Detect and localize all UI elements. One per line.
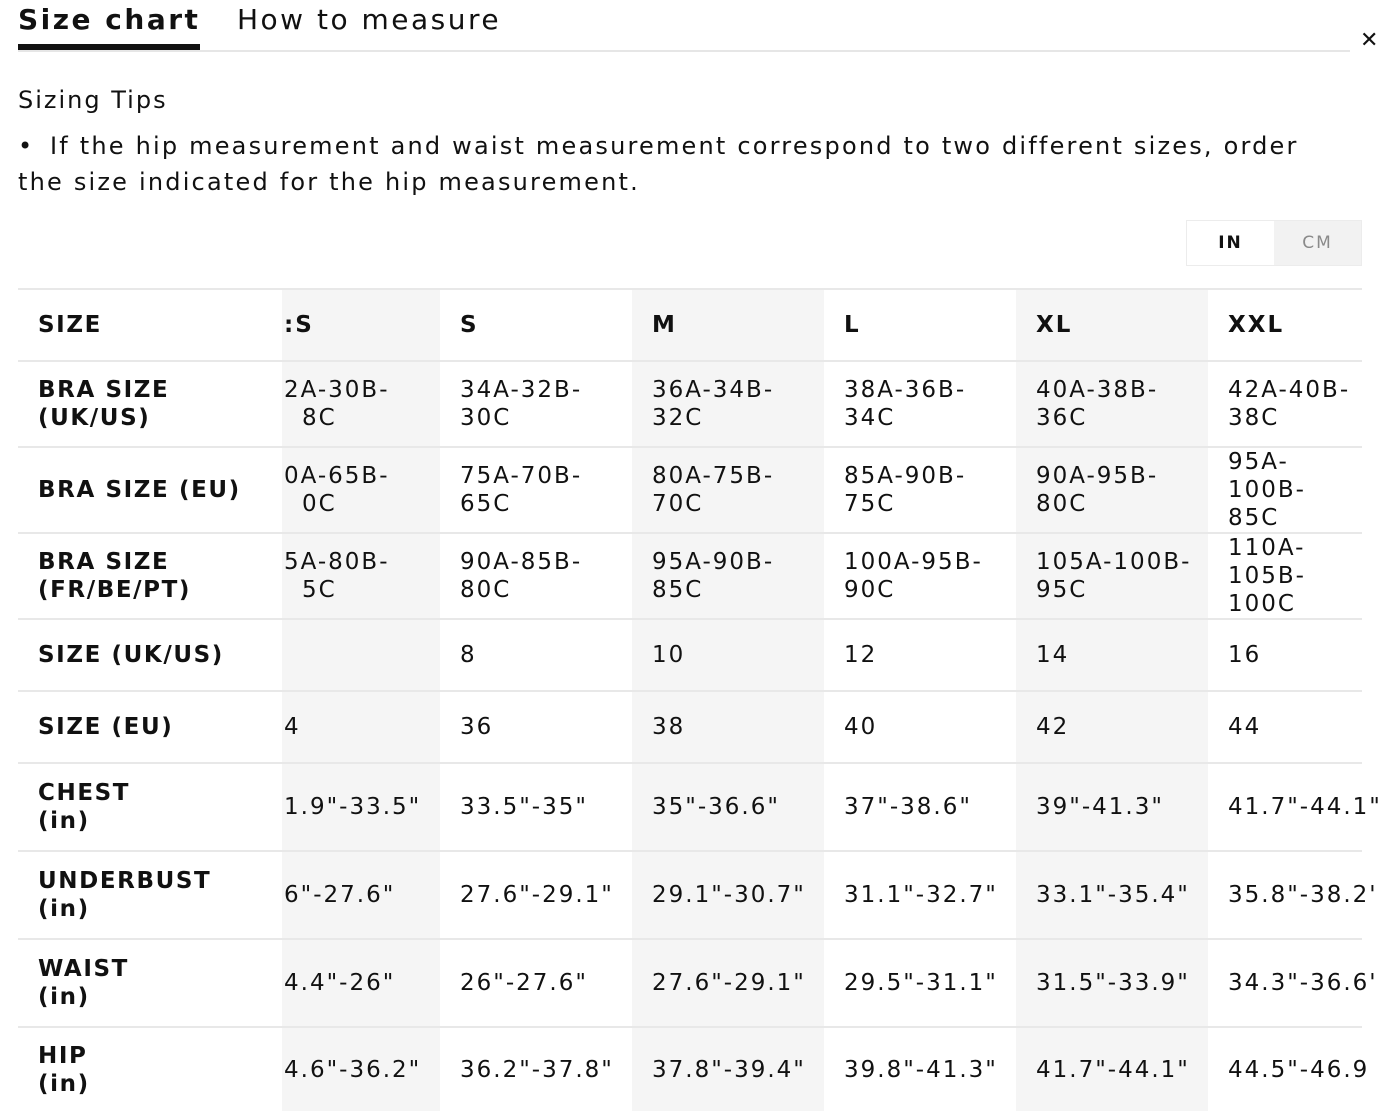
table-row (18, 447, 1362, 533)
row-label: WAIST (in) (18, 939, 282, 1027)
table-cell: 110A-105B- 100C (1208, 533, 1362, 619)
table-cell: 90A-85B- 80C (440, 533, 632, 619)
size-column-header: :S (282, 289, 440, 361)
table-cell: 36 (440, 691, 632, 763)
table-cell (282, 619, 440, 691)
sizing-tip-text: If the hip measurement and waist measurement correspond to two different sizes, order the size indicated for the hip measurement. (18, 132, 1299, 196)
table-cell: 34A-32B- 30C (440, 361, 632, 447)
table-cell: 41.7"-44.1" (1208, 763, 1362, 851)
unit-in-button[interactable]: IN (1187, 221, 1274, 265)
table-cell: 36.2"-37.8" (440, 1027, 632, 1111)
size-table-scroll[interactable] (18, 288, 1382, 1108)
table-cell: 95A-100B- 85C (1208, 447, 1362, 533)
table-cell: 29.5"-31.1" (824, 939, 1016, 1027)
row-label: BRA SIZE (EU) (18, 447, 282, 533)
table-cell: 90A-95B- 80C (1016, 447, 1208, 533)
row-label: UNDERBUST (in) (18, 851, 282, 939)
table-cell: 39.8"-41.3" (824, 1027, 1016, 1111)
table-cell: 44.5"-46.9 (1208, 1027, 1362, 1111)
table-row (18, 533, 1362, 619)
table-cell: 80A-75B- 70C (632, 447, 824, 533)
table-cell: 16 (1208, 619, 1362, 691)
table-cell: 10 (632, 619, 824, 691)
table-cell: 33.1"-35.4" (1016, 851, 1208, 939)
size-column-header: M (632, 289, 824, 361)
table-cell: 34.3"-36.6' (1208, 939, 1362, 1027)
table-cell: 8 (440, 619, 632, 691)
table-row (18, 851, 1362, 939)
table-cell: 4.6"-36.2" (282, 1027, 440, 1111)
unit-toggle (1186, 220, 1362, 266)
table-cell: 27.6"-29.1" (632, 939, 824, 1027)
table-cell: 42 (1016, 691, 1208, 763)
table-cell: 36A-34B- 32C (632, 361, 824, 447)
tab-size-chart[interactable]: Size chart (18, 0, 200, 48)
table-cell: 4 (282, 691, 440, 763)
table-cell: 39"-41.3" (1016, 763, 1208, 851)
table-cell: 29.1"-30.7" (632, 851, 824, 939)
table-cell: 6"-27.6" (282, 851, 440, 939)
table-cell: 35.8"-38.2' (1208, 851, 1362, 939)
table-cell: 75A-70B- 65C (440, 447, 632, 533)
table-cell: 100A-95B- 90C (824, 533, 1016, 619)
bullet-icon: • (18, 132, 35, 160)
row-label: HIP (in) (18, 1027, 282, 1111)
tab-bar (18, 0, 1350, 52)
table-row (18, 1027, 1362, 1111)
table-cell: 38 (632, 691, 824, 763)
table-cell: 44 (1208, 691, 1362, 763)
table-cell: 27.6"-29.1" (440, 851, 632, 939)
table-cell: 37.8"-39.4" (632, 1027, 824, 1111)
tab-how-to-measure[interactable]: How to measure (237, 3, 502, 36)
sizing-tip-item (18, 128, 1348, 200)
size-column-header: S (440, 289, 632, 361)
sizing-tips-title: Sizing Tips (18, 86, 168, 114)
table-cell: 5A-80B- 5C (282, 533, 440, 619)
table-row (18, 361, 1362, 447)
table-row (18, 939, 1362, 1027)
table-cell: 2A-30B- 8C (282, 361, 440, 447)
table-cell: 4.4"-26" (282, 939, 440, 1027)
table-row (18, 619, 1362, 691)
row-label: BRA SIZE (UK/US) (18, 361, 282, 447)
size-column-header: XXL (1208, 289, 1362, 361)
table-cell: 95A-90B- 85C (632, 533, 824, 619)
size-table (18, 288, 1382, 1111)
unit-cm-button[interactable]: CM (1274, 221, 1361, 265)
table-cell: 42A-40B- 38C (1208, 361, 1362, 447)
table-cell: 38A-36B- 34C (824, 361, 1016, 447)
size-column-header: XL (1016, 289, 1208, 361)
table-cell: 31.5"-33.9" (1016, 939, 1208, 1027)
table-row (18, 691, 1362, 763)
table-cell: 35"-36.6" (632, 763, 824, 851)
close-icon[interactable]: ✕ (1360, 28, 1379, 53)
table-cell: 0A-65B- 0C (282, 447, 440, 533)
table-cell: 37"-38.6" (824, 763, 1016, 851)
size-column-header: L (824, 289, 1016, 361)
table-cell: 33.5"-35" (440, 763, 632, 851)
table-header-row (18, 289, 1362, 361)
row-label: CHEST (in) (18, 763, 282, 851)
header-size-label: SIZE (18, 289, 282, 361)
row-label: SIZE (UK/US) (18, 619, 282, 691)
row-label: SIZE (EU) (18, 691, 282, 763)
table-cell: 26"-27.6" (440, 939, 632, 1027)
table-cell: 41.7"-44.1" (1016, 1027, 1208, 1111)
table-cell: 40 (824, 691, 1016, 763)
table-row (18, 763, 1362, 851)
table-cell: 1.9"-33.5" (282, 763, 440, 851)
table-cell: 40A-38B- 36C (1016, 361, 1208, 447)
table-cell: 85A-90B- 75C (824, 447, 1016, 533)
table-cell: 105A-100B- 95C (1016, 533, 1208, 619)
row-label: BRA SIZE (FR/BE/PT) (18, 533, 282, 619)
table-cell: 31.1"-32.7" (824, 851, 1016, 939)
table-cell: 12 (824, 619, 1016, 691)
table-cell: 14 (1016, 619, 1208, 691)
